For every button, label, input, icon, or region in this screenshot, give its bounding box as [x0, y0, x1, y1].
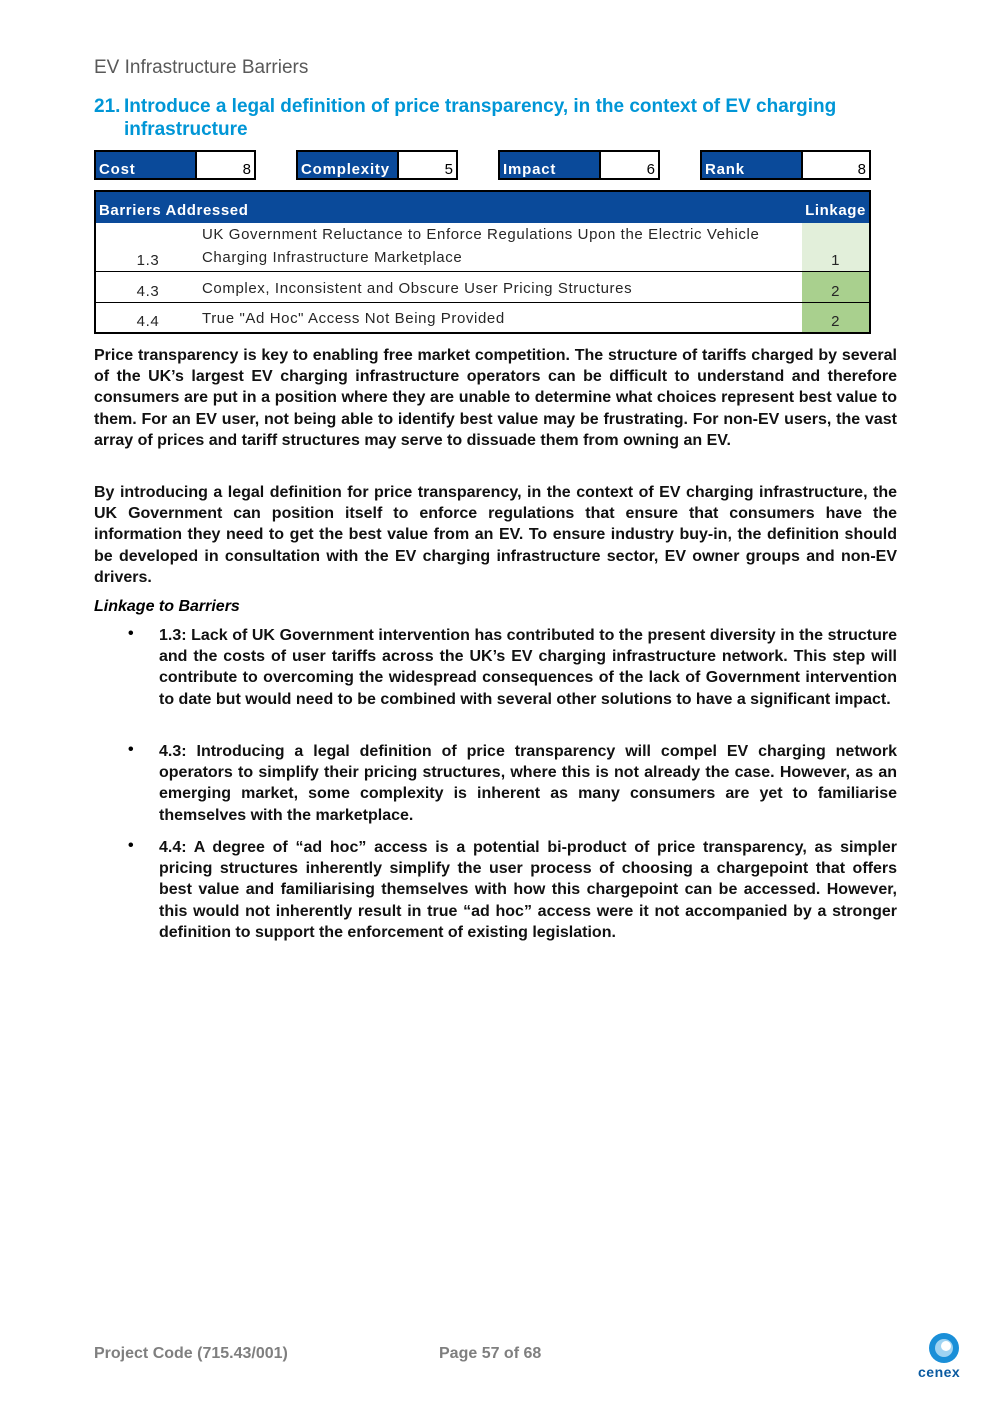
section-heading	[94, 95, 894, 141]
list-item: 4.3: Introducing a legal definition of price transparency will compel EV charging network operators to simplify their pricing structures, where this is not already the case. However, as an emerging market, some complexity is inherent as many consumers are yet to familiarise themselves with the marketplace.	[159, 743, 897, 824]
barrier-description: True "Ad Hoc" Access Not Being Provided	[200, 303, 802, 333]
score-value: 8	[857, 161, 866, 178]
barrier-code: 4.3	[95, 272, 200, 303]
score-value: 8	[242, 161, 251, 178]
logo-wordmark: cenex	[918, 1364, 961, 1380]
barriers-table	[94, 190, 871, 334]
score-complexity	[296, 150, 458, 180]
score-label: Impact	[500, 152, 601, 178]
score-value: 6	[646, 161, 655, 178]
score-impact	[498, 150, 660, 180]
score-rank	[700, 150, 871, 180]
barrier-linkage: 2	[802, 303, 870, 333]
table-row	[95, 272, 870, 303]
score-value: 5	[444, 161, 453, 178]
body-paragraph: By introducing a legal definition for price transparency, in the context of EV charging infrastructure, the UK Government can position itself to enforce regulations that ensure that consumers have the information they need to get the best value from an EV. To ensure industry buy-in, the definition should be developed in consultation with the EV charging infrastructure sector, EV owner groups and non-EV drivers.	[94, 484, 897, 586]
document-header-title: EV Infrastructure Barriers	[94, 57, 309, 78]
table-row	[95, 303, 870, 333]
section-title: Introduce a legal definition of price transparency, in the context of EV charging infrastructure	[124, 96, 837, 140]
list-item: 4.4: A degree of “ad hoc” access is a potential bi-product of price transparency, as simpler pricing structures inherently simplify the user process of choosing a chargepoint that offers best value and familiarising themselves with how this chargepoint can be accessed. However, this would not inherently result in true “ad hoc” access were it not accompanied by a stronger definition to support the enforcement of existing legislation.	[159, 839, 897, 941]
barrier-code: 1.3	[136, 252, 160, 269]
body-paragraph: Price transparency is key to enabling free market competition. The structure of tariffs charged by several of the UK’s largest EV charging infrastructure operators can be difficult to understand and therefore consumers are put in a position where they are unable to determine what choices represent best value to them. For an EV user, not being able to identify best value may be frustrating. For non-EV users, the vast array of prices and tariff structures may serve to dissuade them from owning an EV.	[94, 347, 897, 449]
barriers-header: Barriers Addressed	[95, 191, 802, 223]
linkage-header: Linkage	[802, 191, 870, 223]
section-number: 21.	[94, 96, 121, 117]
list-item: 1.3: Lack of UK Government intervention has contributed to the present diversity in the structure and the costs of user tariffs across the UK’s EV charging infrastructure network. This step will contribute to overcoming the widespread consequences of the lack of Government intervention to date but would need to be combined with several other solutions to have a significant impact.	[159, 627, 897, 708]
footer-project-code: Project Code (715.43/001)	[94, 1345, 288, 1362]
barrier-linkage: 2	[802, 272, 870, 303]
table-row	[95, 223, 870, 272]
bullet-icon: •	[128, 741, 134, 758]
linkage-heading: Linkage to Barriers	[94, 598, 240, 615]
score-label: Rank	[702, 152, 803, 178]
barrier-description: UK Government Reluctance to Enforce Regulations Upon the Electric Vehicle Charging Infrastructure Marketplace	[202, 226, 760, 266]
bullet-icon: •	[128, 625, 134, 642]
score-label: Cost	[96, 152, 197, 178]
score-label: Complexity	[298, 152, 399, 178]
footer-page-number: Page 57 of 68	[439, 1345, 542, 1362]
bullet-icon: •	[128, 837, 134, 854]
barrier-linkage: 1	[802, 223, 870, 272]
barrier-description: Complex, Inconsistent and Obscure User Pricing Structures	[200, 272, 802, 303]
score-cost	[94, 150, 256, 180]
barrier-code: 4.4	[95, 303, 200, 333]
